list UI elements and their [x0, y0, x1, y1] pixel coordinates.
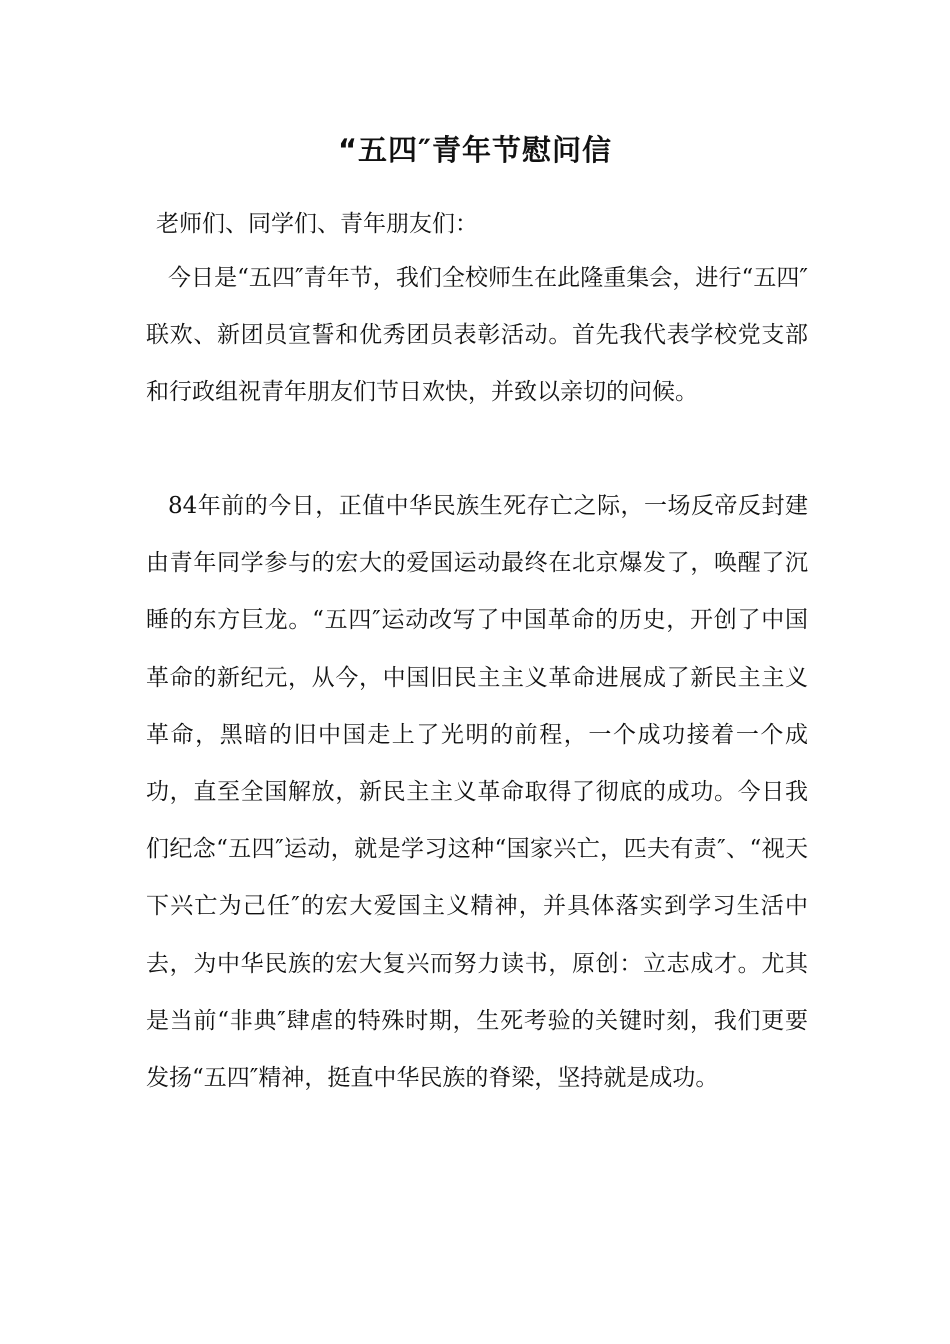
document-title: “五四″青年节慰问信 — [337, 133, 613, 167]
salutation: 老师们、同学们、青年朋友们： — [156, 211, 478, 237]
paragraph-1: 今日是“五四″青年节，我们全校师生在此隆重集会，进行“五四″联欢、新团员宣誓和优秀团员表彰活动。首先我代表学校党支部和行政组祝青年朋友们节日欢快，并致以亲切的问候。 — [146, 265, 808, 406]
paragraph-2: 84年前的今日，正值中华民族生死存亡之际，一场反帝反封建由青年同学参与的宏大的爱国运动最终在北京爆发了，唤醒了沉睡的东方巨龙。“五四″运动改写了中国革命的历史，开创了中国革命的新纪元，从今，中国旧民主主义革命进展成了新民主主义革命，黑暗的旧中国走上了光明的前程，一个成功接着一个成功，直至全国解放，新民主主义革命取得了彻底的成功。今日我们纪念“五四″运动，就是学习这种“国家兴亡，匹夫有责″、“视天下兴亡为己任″的宏大爱国主义精神，并具体落实到学习生活中去，为中华民族的宏大复兴而努力读书，原创：立志成才。尤其是当前“非典″肆虐的特殊时期，生死考验的关键时刻，我们更要发扬“五四″精神，挺直中华民族的脊梁，坚持就是成功。 — [146, 493, 808, 1092]
